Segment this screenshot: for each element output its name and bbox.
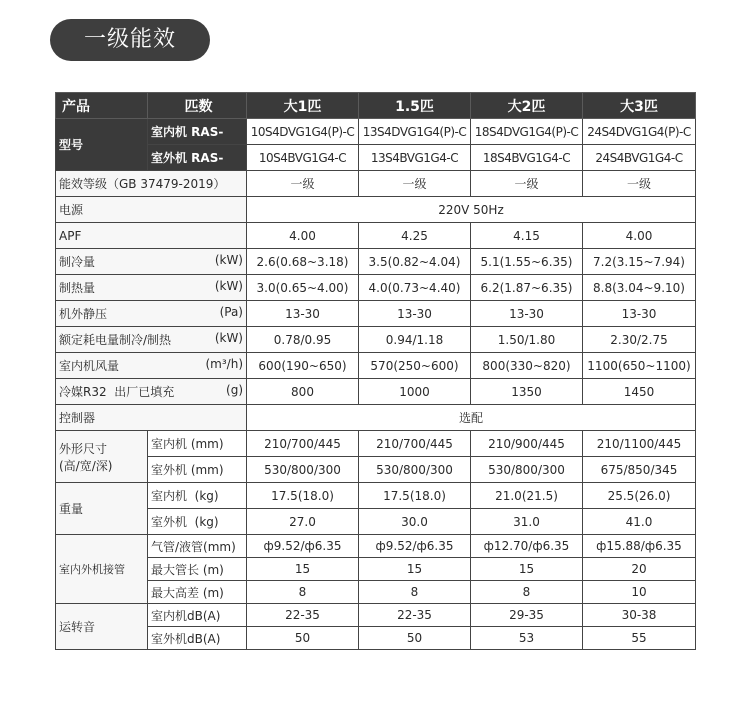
pipe-value: ф15.88/ф6.35 [583,535,696,558]
model-outdoor-row [56,145,696,171]
cooling-value: 7.2(3.15~7.94) [583,249,696,275]
rated-power-value: 0.94/1.18 [359,327,471,353]
indoor-model: 10S4DVG1G4(P)-C [247,119,359,145]
rated-power-label-text: 额定耗电量制冷/制热 [59,333,172,347]
pipe-length-value: 15 [471,558,583,581]
dimension-value: 210/1100/445 [583,431,696,457]
dimension-indoor-row [56,431,696,457]
noise-value: 53 [471,627,583,650]
refrigerant-value: 1000 [359,379,471,405]
pipe-value: ф9.52/ф6.35 [247,535,359,558]
controller-label: 控制器 [56,405,247,431]
pipe-height-value: 8 [359,581,471,604]
airflow-unit: (m³/h) [205,357,243,371]
noise-indoor-row [56,604,696,627]
airflow-label [56,353,247,379]
cooling-value: 2.6(0.68~3.18) [247,249,359,275]
apf-value: 4.00 [583,223,696,249]
pipe-height-row [56,581,696,604]
model-indoor-row [56,119,696,145]
refrigerant-value: 800 [247,379,359,405]
dimension-label-line2: (高/宽/深) [59,458,113,473]
pipe-length-row [56,558,696,581]
heating-value: 3.0(0.65~4.00) [247,275,359,301]
dimension-value: 210/700/445 [247,431,359,457]
noise-group-label: 运转音 [56,604,148,650]
model-label: 型号 [56,119,148,171]
pipe-row [56,535,696,558]
refrigerant-value: 1350 [471,379,583,405]
col-header: 大3匹 [583,93,696,119]
efficiency-value: 一级 [471,171,583,197]
apf-row [56,223,696,249]
airflow-value: 1100(650~1100) [583,353,696,379]
power-value: 220V 50Hz [247,197,696,223]
airflow-value: 800(330~820) [471,353,583,379]
cooling-label [56,249,247,275]
static-value: 13-30 [471,301,583,327]
efficiency-value: 一级 [247,171,359,197]
noise-value: 22-35 [359,604,471,627]
pipe-height-label: 最大高差 (m) [148,581,247,604]
dimension-outdoor-row [56,457,696,483]
pipe-length-value: 15 [247,558,359,581]
rated-power-value: 2.30/2.75 [583,327,696,353]
weight-indoor-label-text: 室内机 [151,489,188,503]
weight-outdoor-row [56,509,696,535]
col-header: 大2匹 [471,93,583,119]
dimension-indoor-label: 室内机 (mm) [148,431,247,457]
weight-indoor-label [148,483,247,509]
product-header: 产品 [56,93,148,119]
heating-label-text: 制热量 [59,281,96,295]
col-header: 大1匹 [247,93,359,119]
cooling-unit: (kW) [214,253,243,267]
col-header: 1.5匹 [359,93,471,119]
weight-value: 17.5(18.0) [359,483,471,509]
pipe-height-value: 10 [583,581,696,604]
apf-label: APF [56,223,247,249]
dimension-group-label [56,431,148,483]
efficiency-row [56,171,696,197]
heating-unit: (kW) [214,279,243,293]
cooling-row [56,249,696,275]
noise-indoor-label: 室内机dB(A) [148,604,247,627]
dimension-value: 210/900/445 [471,431,583,457]
weight-value: 27.0 [247,509,359,535]
cooling-label-text: 制冷量 [59,255,96,269]
rated-power-value: 0.78/0.95 [247,327,359,353]
refrigerant-value: 1450 [583,379,696,405]
weight-indoor-row [56,483,696,509]
weight-value: 31.0 [471,509,583,535]
weight-value: 17.5(18.0) [247,483,359,509]
indoor-model: 24S4DVG1G4(P)-C [583,119,696,145]
static-label [56,301,247,327]
size-header: 匹数 [148,93,247,119]
dimension-value: 530/800/300 [247,457,359,483]
pipe-length-value: 15 [359,558,471,581]
refrigerant-unit: (g) [226,383,243,397]
static-value: 13-30 [359,301,471,327]
noise-value: 30-38 [583,604,696,627]
rated-power-label [56,327,247,353]
pipe-length-value: 20 [583,558,696,581]
refrigerant-label [56,379,247,405]
power-label: 电源 [56,197,247,223]
pipe-value: ф9.52/ф6.35 [359,535,471,558]
noise-value: 55 [583,627,696,650]
outdoor-model: 10S4BVG1G4-C [247,145,359,171]
noise-value: 50 [359,627,471,650]
apf-value: 4.25 [359,223,471,249]
controller-value: 选配 [247,405,696,431]
weight-group-label: 重量 [56,483,148,535]
rated-power-unit: (kW) [214,331,243,345]
indoor-model-label: 室内机 RAS- [148,119,247,145]
header-row [56,93,696,119]
spec-table [55,92,696,650]
outdoor-model: 13S4BVG1G4-C [359,145,471,171]
weight-value: 25.5(26.0) [583,483,696,509]
dimension-value: 530/800/300 [359,457,471,483]
airflow-value: 570(250~600) [359,353,471,379]
efficiency-label: 能效等级（GB 37479-2019） [56,171,247,197]
noise-outdoor-label: 室外机dB(A) [148,627,247,650]
dimension-label-line1: 外形尺寸 [59,441,108,456]
pipe-height-value: 8 [247,581,359,604]
power-row [56,197,696,223]
dimension-value: 530/800/300 [471,457,583,483]
noise-value: 22-35 [247,604,359,627]
rated-power-row [56,327,696,353]
airflow-value: 600(190~650) [247,353,359,379]
efficiency-value: 一级 [583,171,696,197]
outdoor-model: 18S4BVG1G4-C [471,145,583,171]
static-unit: (Pa) [219,305,243,319]
indoor-model: 18S4DVG1G4(P)-C [471,119,583,145]
airflow-label-text: 室内机风量 [59,359,120,373]
weight-unit: (kg) [194,489,219,503]
heating-value: 4.0(0.73~4.40) [359,275,471,301]
outdoor-model: 24S4BVG1G4-C [583,145,696,171]
dimension-value: 675/850/345 [583,457,696,483]
refrigerant-row [56,379,696,405]
heating-row [56,275,696,301]
cooling-value: 3.5(0.82~4.04) [359,249,471,275]
section-title: 一级能效 [50,19,210,61]
weight-unit: (kg) [194,515,219,529]
static-value: 13-30 [247,301,359,327]
weight-value: 30.0 [359,509,471,535]
weight-outdoor-label [148,509,247,535]
indoor-model: 13S4DVG1G4(P)-C [359,119,471,145]
piping-group-label: 室内外机接管 [56,535,148,604]
noise-value: 50 [247,627,359,650]
dimension-outdoor-label: 室外机 (mm) [148,457,247,483]
noise-outdoor-row [56,627,696,650]
heating-label [56,275,247,301]
refrigerant-sub: 出厂已填充 [114,385,175,399]
noise-value: 29-35 [471,604,583,627]
heating-value: 8.8(3.04~9.10) [583,275,696,301]
dimension-value: 210/700/445 [359,431,471,457]
airflow-row [56,353,696,379]
cooling-value: 5.1(1.55~6.35) [471,249,583,275]
pipe-value: ф12.70/ф6.35 [471,535,583,558]
static-row [56,301,696,327]
static-label-text: 机外静压 [59,307,108,321]
heating-value: 6.2(1.87~6.35) [471,275,583,301]
efficiency-value: 一级 [359,171,471,197]
static-value: 13-30 [583,301,696,327]
weight-value: 41.0 [583,509,696,535]
pipe-length-label: 最大管长 (m) [148,558,247,581]
apf-value: 4.15 [471,223,583,249]
pipe-height-value: 8 [471,581,583,604]
outdoor-model-label: 室外机 RAS- [148,145,247,171]
apf-value: 4.00 [247,223,359,249]
weight-value: 21.0(21.5) [471,483,583,509]
weight-outdoor-label-text: 室外机 [151,515,188,529]
controller-row [56,405,696,431]
rated-power-value: 1.50/1.80 [471,327,583,353]
pipe-label: 气管/液管(mm) [148,535,247,558]
refrigerant-label-text: 冷媒R32 [59,385,107,399]
